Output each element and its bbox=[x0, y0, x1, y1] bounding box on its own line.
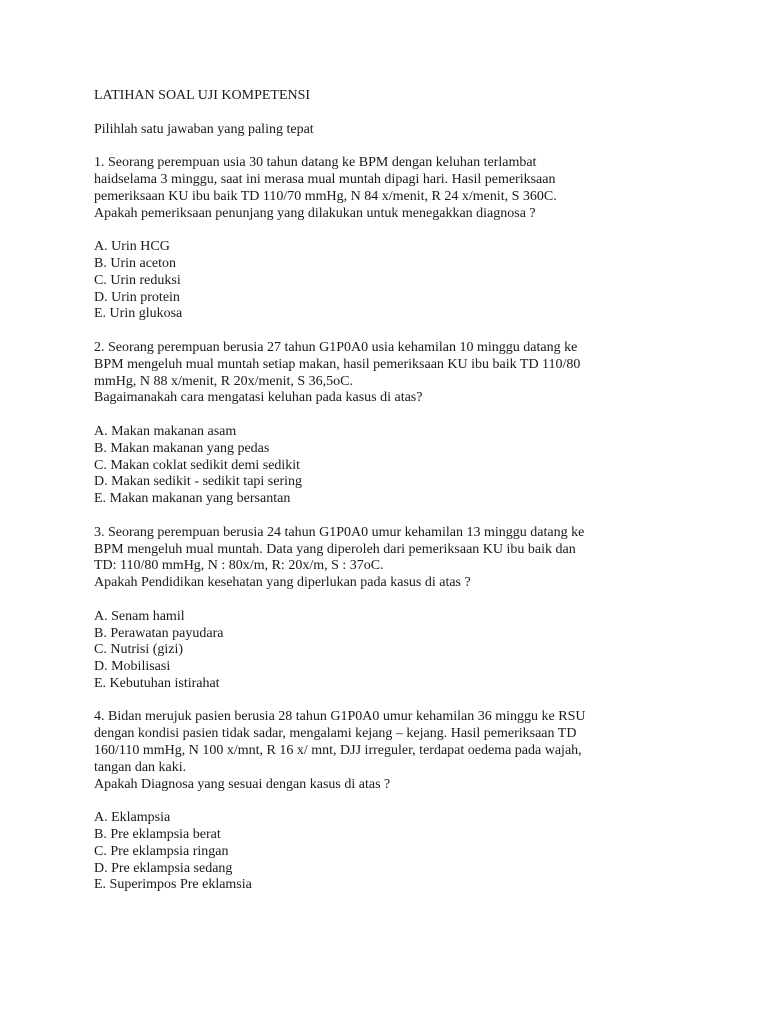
question-text-line: dengan kondisi pasien tidak sadar, mengalami kejang – kejang. Hasil pemeriksaan TD bbox=[94, 726, 577, 742]
question-text-line: 1. Seorang perempuan usia 30 tahun datang ke BPM dengan keluhan terlambat bbox=[94, 155, 537, 171]
question-text-line: BPM mengeluh mual muntah setiap makan, hasil pemeriksaan KU ibu baik TD 110/80 bbox=[94, 356, 581, 372]
answer-option-c: C. Nutrisi (gizi) bbox=[94, 642, 184, 658]
question-text-line: 3. Seorang perempuan berusia 24 tahun G1P0A0 umur kehamilan 13 minggu datang ke bbox=[94, 524, 585, 540]
question-2 bbox=[94, 340, 694, 508]
spacer bbox=[94, 138, 694, 155]
question-1 bbox=[94, 155, 694, 323]
answer-option-e: E. Makan makanan yang bersantan bbox=[94, 491, 291, 507]
answer-option-a: A. Senam hamil bbox=[94, 608, 185, 624]
spacer bbox=[94, 407, 694, 424]
answer-option-d: D. Mobilisasi bbox=[94, 659, 171, 675]
question-4 bbox=[94, 709, 694, 894]
answer-option-c: C. Pre eklampsia ringan bbox=[94, 843, 229, 859]
answer-option-b: B. Urin aceton bbox=[94, 255, 177, 271]
question-text-line: pemeriksaan KU ibu baik TD 110/70 mmHg, N 84 x/menit, R 24 x/menit, S 360C. bbox=[94, 188, 557, 204]
answer-option-b: B. Perawatan payudara bbox=[94, 625, 224, 641]
spacer bbox=[94, 323, 694, 340]
question-text-line: 4. Bidan merujuk pasien berusia 28 tahun G1P0A0 umur kehamilan 36 minggu ke RSU bbox=[94, 709, 586, 725]
question-3 bbox=[94, 525, 694, 693]
document-page bbox=[94, 88, 694, 894]
question-text-line: Bagaimanakah cara mengatasi keluhan pada kasus di atas? bbox=[94, 390, 423, 406]
spacer bbox=[94, 793, 694, 810]
answer-option-e: E. Urin glukosa bbox=[94, 306, 183, 322]
answer-option-a: A. Makan makanan asam bbox=[94, 423, 237, 439]
question-text-line: Apakah Diagnosa yang sesuai dengan kasus di atas ? bbox=[94, 776, 391, 792]
question-text-line: haidselama 3 minggu, saat ini merasa mual muntah dipagi hari. Hasil pemeriksaan bbox=[94, 171, 556, 187]
spacer bbox=[94, 105, 694, 122]
spacer bbox=[94, 222, 694, 239]
spacer bbox=[94, 508, 694, 525]
question-text-line: TD: 110/80 mmHg, N : 80x/m, R: 20x/m, S : 37oC. bbox=[94, 558, 384, 574]
spacer bbox=[94, 693, 694, 710]
answer-option-e: E. Superimpos Pre eklamsia bbox=[94, 877, 252, 893]
instruction-text: Pilihlah satu jawaban yang paling tepat bbox=[94, 121, 314, 137]
question-text-line: BPM mengeluh mual muntah. Data yang diperoleh dari pemeriksaan KU ibu baik dan bbox=[94, 541, 576, 557]
answer-option-c: C. Makan coklat sedikit demi sedikit bbox=[94, 457, 301, 473]
answer-option-d: D. Urin protein bbox=[94, 289, 180, 305]
question-text-line: 160/110 mmHg, N 100 x/mnt, R 16 x/ mnt, DJJ irreguler, terdapat oedema pada wajah, bbox=[94, 743, 582, 759]
question-text-line: Apakah Pendidikan kesehatan yang diperlukan pada kasus di atas ? bbox=[94, 575, 471, 591]
answer-option-a: A. Eklampsia bbox=[94, 810, 171, 826]
question-text-line: 2. Seorang perempuan berusia 27 tahun G1P0A0 usia kehamilan 10 minggu datang ke bbox=[94, 339, 578, 355]
spacer bbox=[94, 592, 694, 609]
answer-option-b: B. Pre eklampsia berat bbox=[94, 827, 221, 843]
answer-option-d: D. Pre eklampsia sedang bbox=[94, 860, 233, 876]
question-text-line: Apakah pemeriksaan penunjang yang dilakukan untuk menegakkan diagnosa ? bbox=[94, 205, 536, 221]
question-text-line: tangan dan kaki. bbox=[94, 759, 187, 775]
answer-option-b: B. Makan makanan yang pedas bbox=[94, 440, 270, 456]
answer-option-e: E. Kebutuhan istirahat bbox=[94, 675, 220, 691]
answer-option-a: A. Urin HCG bbox=[94, 239, 170, 255]
document-title: LATIHAN SOAL UJI KOMPETENSI bbox=[94, 88, 311, 103]
answer-option-d: D. Makan sedikit - sedikit tapi sering bbox=[94, 474, 303, 490]
answer-option-c: C. Urin reduksi bbox=[94, 272, 181, 288]
question-text-line: mmHg, N 88 x/menit, R 20x/menit, S 36,5oC. bbox=[94, 373, 354, 389]
